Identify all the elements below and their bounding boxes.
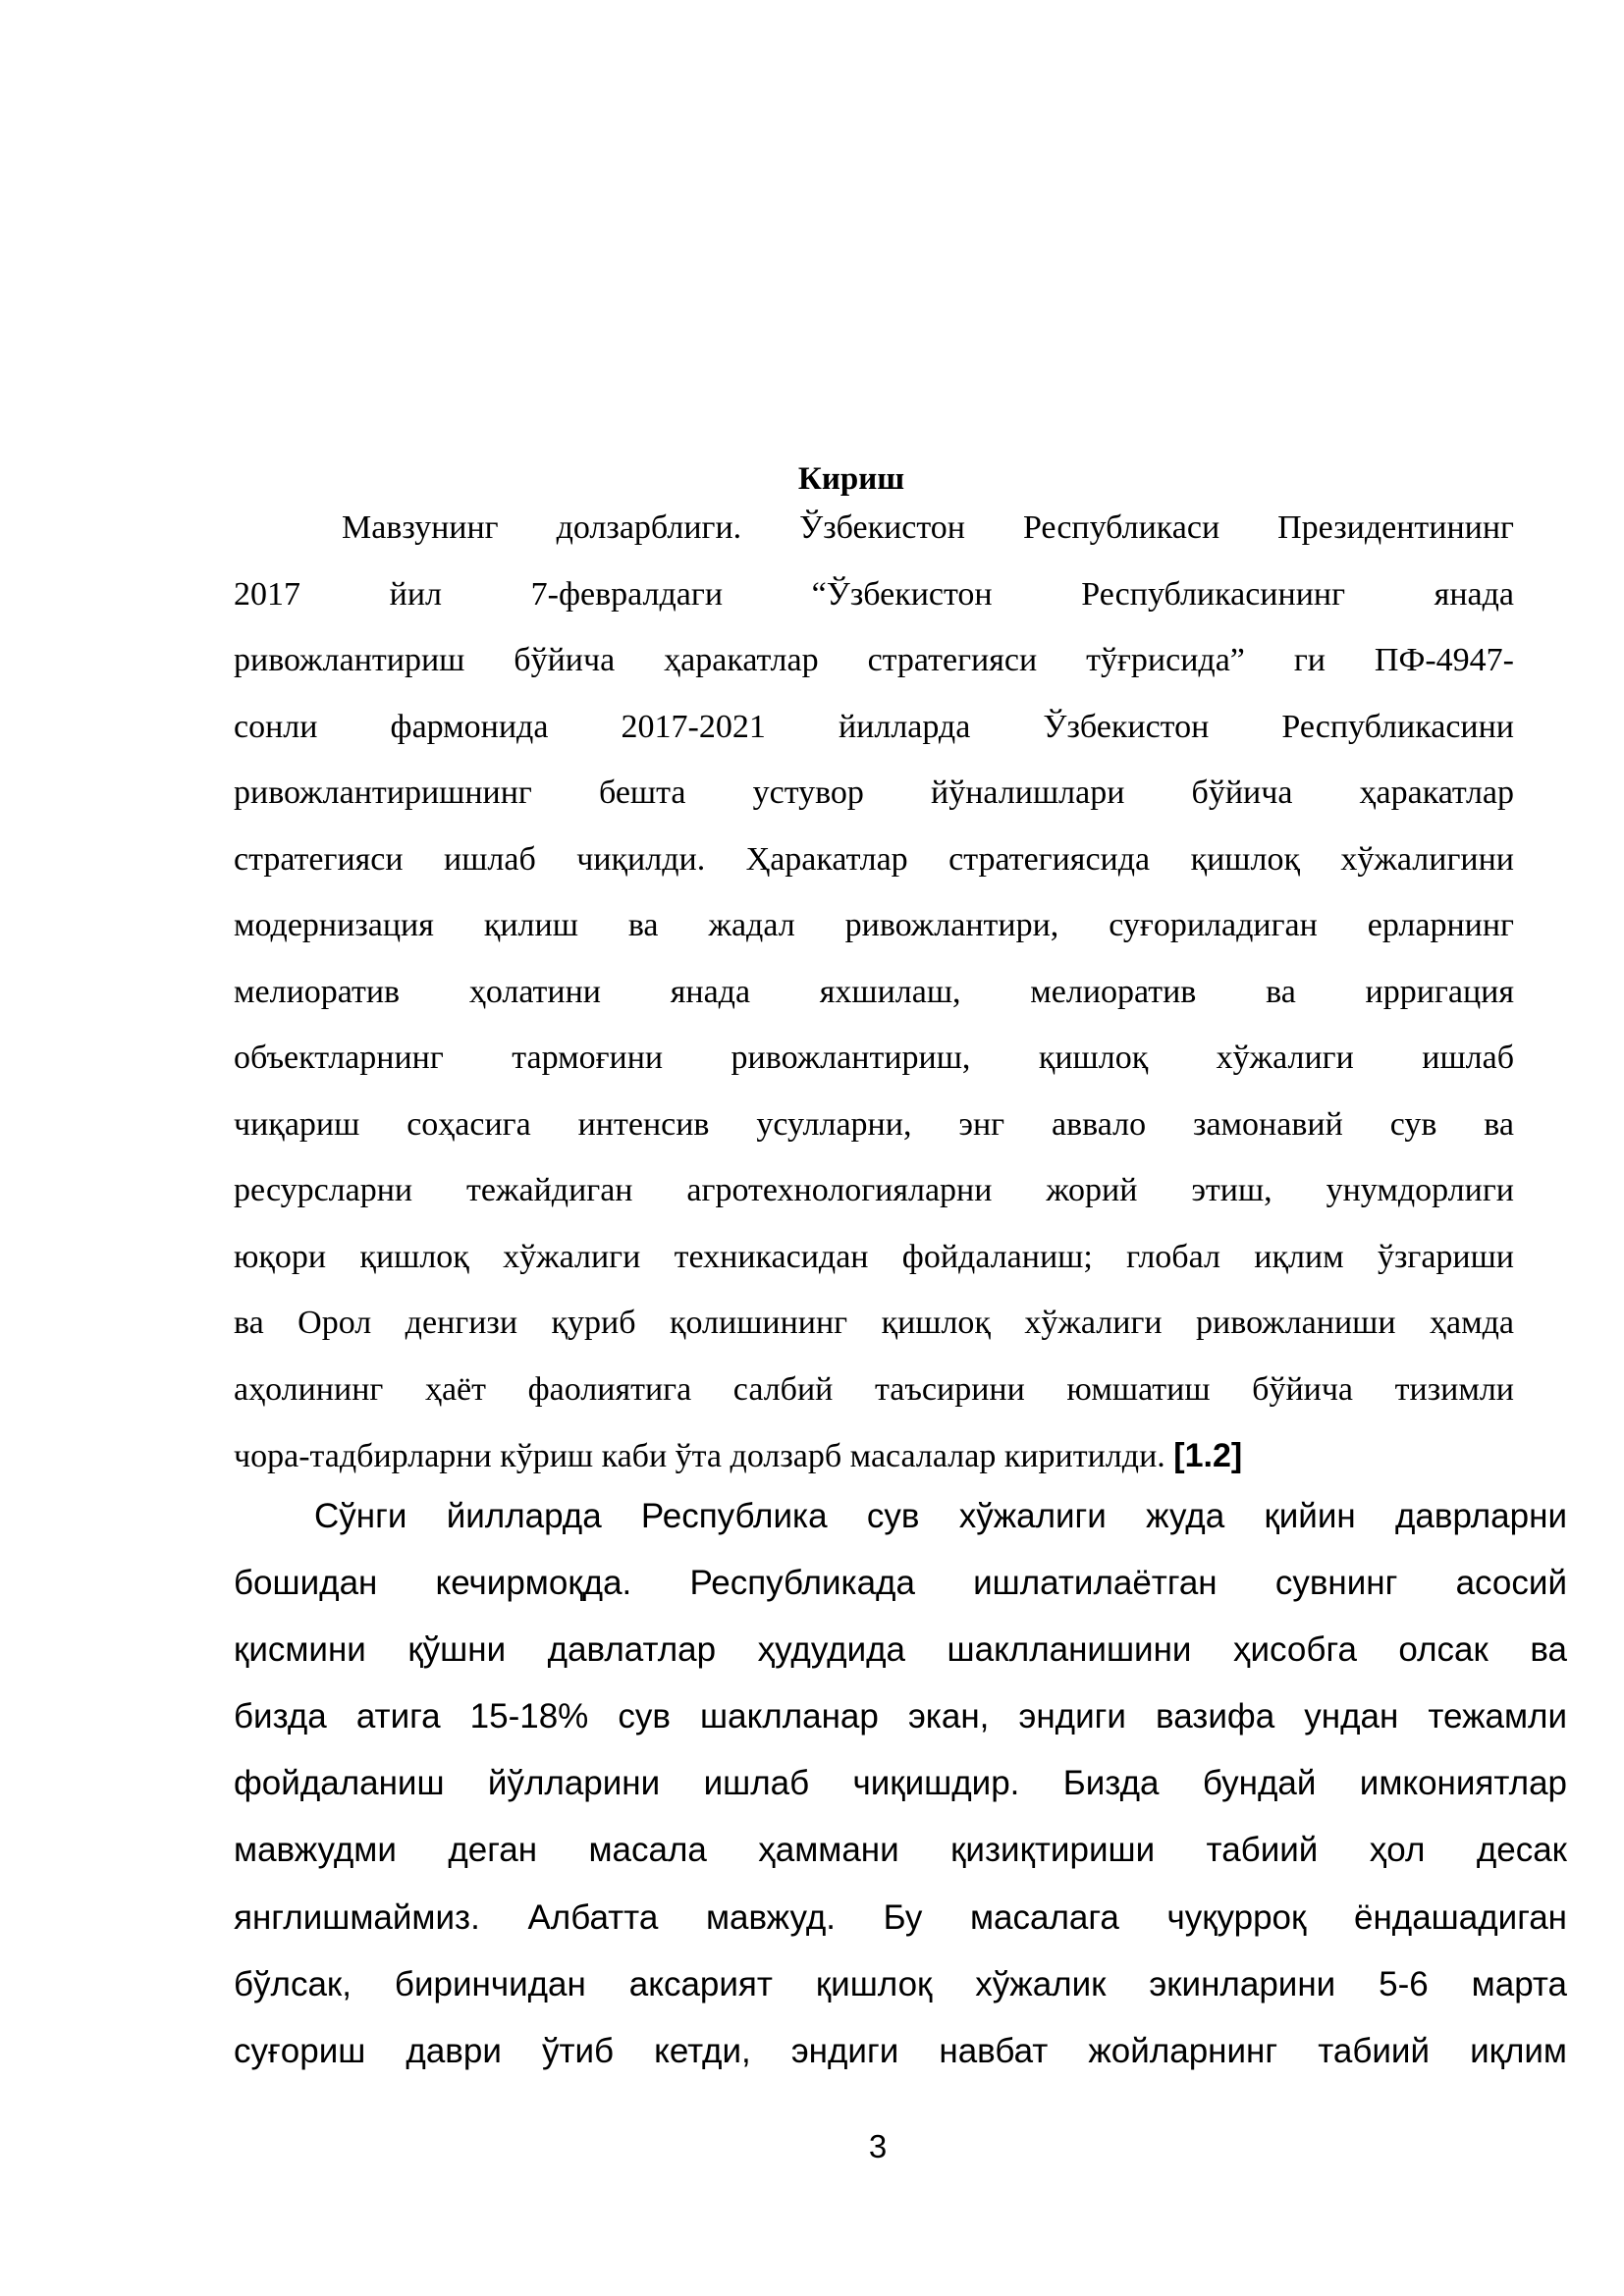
text-line: аҳолининг ҳаёт фаолиятига салбий таъсирини юмшатиш бўйича тизимли (234, 1370, 1514, 1408)
text-line: ривожлантириш бўйича ҳаракатлар стратегияси тўғрисида” ги ПФ-4947- (234, 642, 1514, 678)
text-line: ва Орол денгизи қуриб қолишининг қишлоқ хўжалиги ривожланиши ҳамда (234, 1305, 1514, 1341)
citation-reference: [1.2] (1173, 1437, 1243, 1474)
text-line: мелиоратив ҳолатини янада яхшилаш, мелиоратив ва ирригация (234, 973, 1514, 1010)
text-line: янглишмаймиз. Албатта мавжуд. Бу масалага чуқурроқ ёндашадиган (234, 1897, 1567, 1937)
text-line: объектларнинг тармоғини ривожлантириш, қишлоқ хўжалиги ишлаб (234, 1040, 1514, 1076)
text-line: фойдаланиш йўлларини ишлаб чиқишдир. Бизда бундай имкониятлар (234, 1764, 1567, 1803)
text-line-content: чора-тадбирларни кўриш каби ўта долзарб масалалар киритилди. (234, 1438, 1165, 1474)
page-number: 3 (868, 2128, 888, 2164)
paragraph-water-management (234, 1487, 1567, 2089)
text-line: стратегияси ишлаб чиқилди. Ҳаракатлар стратегиясида қишлоқ хўжалигини (234, 840, 1514, 878)
text-line: модернизация қилиш ва жадал ривожлантири, суғориладиган ерларнинг (234, 907, 1514, 943)
text-line: бўлсак, биринчидан аксарият қишлоқ хўжалик экинларини 5-6 марта (234, 1964, 1567, 2003)
text-line: қисмини қўшни давлатлар ҳудудида шаклланишини ҳисобга олсак ва (234, 1630, 1567, 1670)
text-line: сонли фармонида 2017-2021 йилларда Ўзбекистон Республикасини (234, 708, 1514, 745)
text-line: суғориш даври ўтиб кетди, эндиги навбат жойларнинг табиий иқлим (234, 2031, 1567, 2070)
paragraph-relevance (234, 499, 1514, 1493)
section-heading: Кириш (797, 461, 905, 497)
text-line: юқори қишлоқ хўжалиги техникасидан фойдаланиш; глобал иқлим ўзгариши (234, 1238, 1514, 1275)
text-line: Мавзунинг долзарблиги. Ўзбекистон Республикаси Президентининг (342, 509, 1514, 546)
text-line: бизда атига 15-18% сув шаклланар экан, эндиги вазифа ундан тежамли (234, 1697, 1567, 1736)
text-line: мавжудми деган масала ҳаммани қизиқтириши табиий ҳол десак (234, 1831, 1567, 1870)
text-line: ривожлантиришнинг бешта устувор йўналишлари бўйича ҳаракатлар (234, 774, 1514, 811)
text-line: Сўнги йилларда Республика сув хўжалиги жуда қийин даврларни (314, 1497, 1567, 1535)
text-line: чиқариш соҳасига интенсив усулларни, энг аввало замонавий сув ва (234, 1105, 1514, 1143)
text-line: ресурсларни тежайдиган агротехнологияларни жорий этиш, унумдорлиги (234, 1172, 1514, 1208)
text-line: 2017 йил 7-февралдаги “Ўзбекистон Республикасининг янада (234, 575, 1514, 613)
text-line-last (234, 1426, 1514, 1493)
text-line: бошидан кечирмоқда. Республикада ишлатилаётган сувнинг асосий (234, 1564, 1567, 1603)
